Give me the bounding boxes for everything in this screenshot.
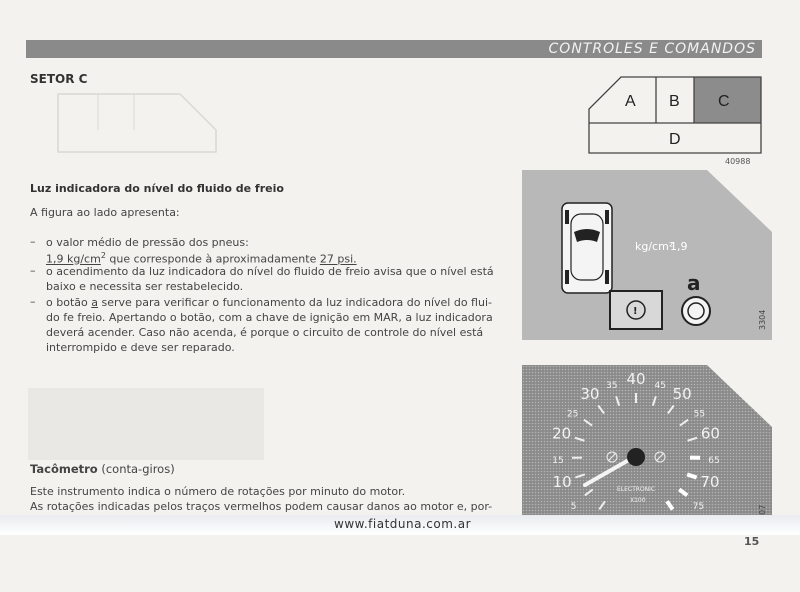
bullet-3-line-4: interrompido e deve ser reparado. <box>46 341 235 354</box>
website-url[interactable]: www.fiatduna.com.ar <box>334 517 471 531</box>
needle-hub <box>627 448 645 466</box>
tire-pressure-panel <box>522 170 772 340</box>
tachometer-tick-label: 10 <box>552 473 572 492</box>
tachometer-tick-label: 45 <box>654 380 666 391</box>
bullet-2-line-1: o acendimento da luz indicadora do nível do fluido de freio avisa que o nível está <box>46 265 494 278</box>
tachometer-tick-label: 65 <box>708 455 720 466</box>
tachometer-tick-label: 75 <box>692 501 705 512</box>
website-footer <box>0 515 800 535</box>
tachometer-tick-label: 20 <box>552 424 572 443</box>
bullet-1-line-1: o valor médio de pressão dos pneus: <box>46 236 249 249</box>
tachometer-tick-label: 60 <box>700 424 720 443</box>
sector-b-label: B <box>669 93 680 110</box>
tacho-heading-bold: Tacômetro <box>30 462 98 476</box>
pressure-superscript: 2 <box>100 251 106 260</box>
tachometer-tick-label: 55 <box>693 409 706 420</box>
tachometer-unit: X100 <box>630 497 646 504</box>
tacho-line-1: Este instrumento indica o número de rotações por minuto do motor. <box>30 485 406 498</box>
tachometer-tick-label: 50 <box>672 385 692 404</box>
bullet-dash: – <box>30 235 36 248</box>
tachometer-tick-label: 70 <box>700 473 720 492</box>
bullet-3-text-c: serve para verificar o funcionamento da luz indicadora do nível do flui- <box>97 296 492 309</box>
pressure-value-text: 1,9 kg/cm <box>46 252 101 266</box>
section-title: SETOR C <box>30 72 88 86</box>
tachometer-tick-label: 35 <box>606 380 618 391</box>
pressure-connector-text: que corresponde à aproximadamente <box>105 252 320 266</box>
bullet-dash: – <box>30 264 36 277</box>
sector-diagram <box>586 76 766 156</box>
tachometer-tick-label: 25 <box>566 409 579 420</box>
button-a-ref: a <box>91 296 98 309</box>
bleed-through-photo <box>28 388 264 460</box>
sector-a-label: A <box>625 93 636 110</box>
brake-heading: Luz indicadora do nível do fluido de freio <box>30 182 284 195</box>
tachometer-background <box>522 365 772 525</box>
pressure-unit-label: kg/cm² <box>635 240 674 253</box>
tachometer-tick-label: 15 <box>552 455 564 466</box>
sector-c-label: C <box>718 93 730 110</box>
bleed-through-shadow <box>30 86 230 156</box>
bleed-through-diagram <box>30 86 230 156</box>
tachometer-panel <box>522 365 772 525</box>
brake-test-button[interactable] <box>682 297 710 325</box>
bullet-3-line-1 <box>46 295 492 310</box>
psi-value-text: 27 psi. <box>319 252 357 266</box>
button-a-label: a <box>687 271 701 295</box>
tacho-heading-suffix: (conta-giros) <box>97 462 175 476</box>
tachometer-tick-label: 30 <box>580 385 600 404</box>
bullet-3-line-3: deverá acender. Caso não acenda, é porque o circuito de controle do nível está <box>46 326 484 339</box>
tacho-heading <box>30 462 175 477</box>
bullet-2-line-2: baixo e necessita ser restabelecido. <box>46 280 244 293</box>
banner-title: CONTROLES E COMANDOS <box>548 41 756 57</box>
page-number: 15 <box>744 535 760 548</box>
figure-code-top: 3304 <box>758 309 767 330</box>
tacho-line-2: As rotações indicadas pelos traços vermelhos podem causar danos ao motor e, por- <box>30 500 493 513</box>
pressure-reading: 1,9 <box>670 240 688 253</box>
tachometer-tick-label: 40 <box>626 370 646 388</box>
svg-text:!: ! <box>633 306 638 317</box>
bullet-3-line-2: do fe freio. Apertando o botão, com a chave de ignição em MAR, a luz indicadora <box>46 311 493 324</box>
sector-d-label: D <box>669 131 681 148</box>
diagram-code: 40988 <box>725 157 751 166</box>
bullet-3-text-a: o botão <box>46 296 92 309</box>
bullet-dash: – <box>30 295 36 308</box>
tachometer-brand: ELECTRONIC <box>617 486 656 493</box>
section-banner <box>26 40 762 58</box>
tachometer-tick-label: 5 <box>570 501 577 512</box>
brake-intro: A figura ao lado apresenta: <box>30 206 180 219</box>
